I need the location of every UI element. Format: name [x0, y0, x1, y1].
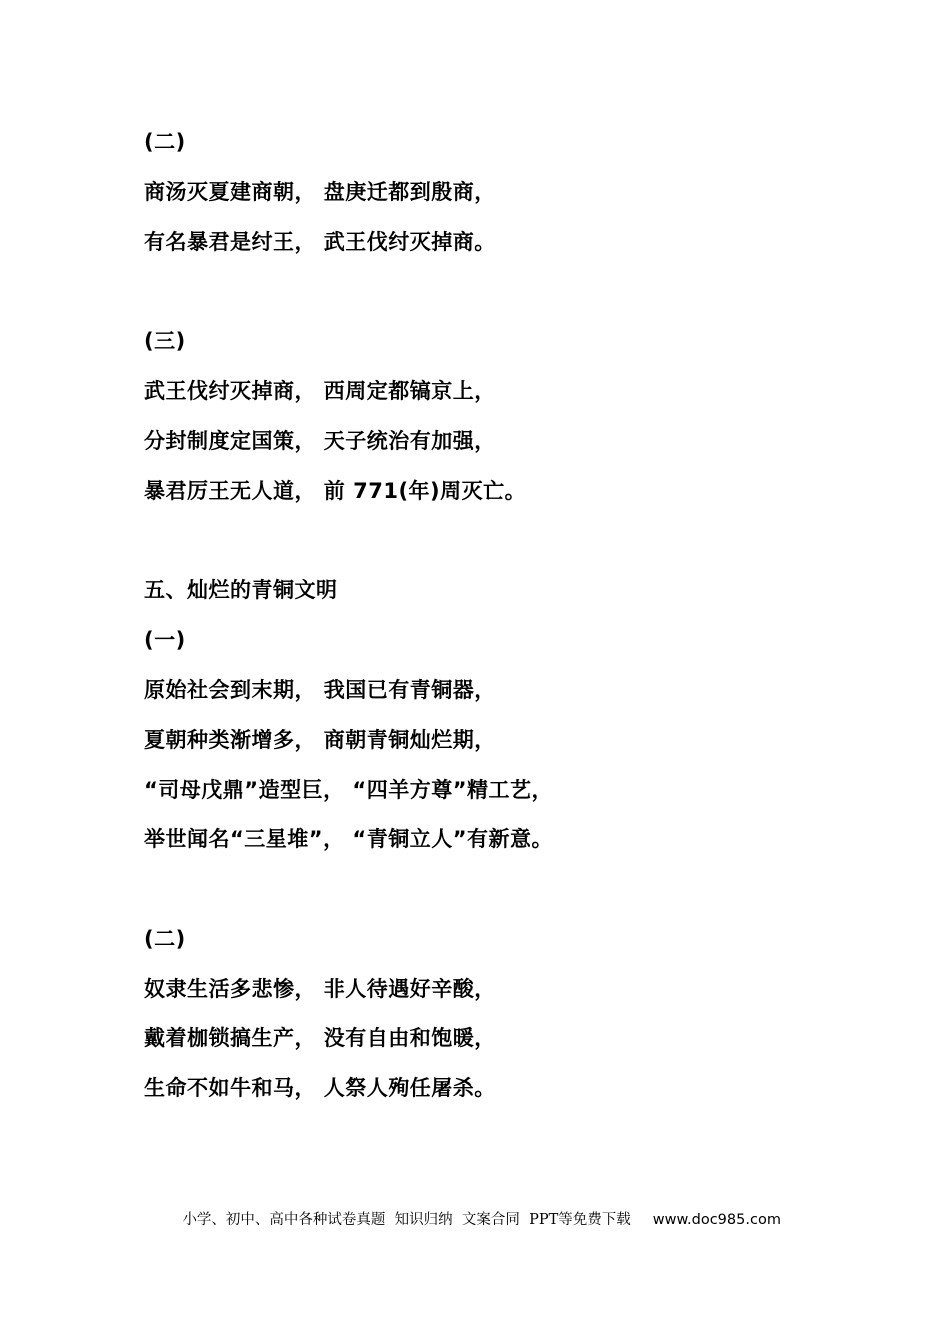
- page-footer: [164, 1190, 781, 1250]
- chapter-title: 五、灿烂的青铜文明: [144, 578, 338, 602]
- verse-line: 生命不如牛和马， 人祭人殉任屠杀。: [144, 1076, 496, 1100]
- verse-line: 戴着枷锁搞生产， 没有自由和饱暖，: [144, 1026, 496, 1050]
- verse-line: 武王伐纣灭掉商， 西周定都镐京上，: [144, 379, 496, 403]
- verse-line: “司母戊鼎”造型巨， “四羊方尊”精工艺，: [144, 778, 554, 802]
- footer-text: 小学、初中、高中各种试卷真题 知识归纳 文案合同 PPT等免费下载: [182, 1212, 631, 1228]
- section-heading: (一): [144, 628, 186, 652]
- footer-url[interactable]: www.doc985.com: [652, 1212, 781, 1228]
- verse-line: 商汤灭夏建商朝， 盘庚迁都到殷商，: [144, 180, 496, 204]
- verse-line: 分封制度定国策， 天子统治有加强，: [144, 429, 496, 453]
- verse-line: 举世闻名“三星堆”， “青铜立人”有新意。: [144, 827, 554, 851]
- section-heading: (二): [144, 927, 186, 951]
- verse-line: 有名暴君是纣王， 武王伐纣灭掉商。: [144, 230, 496, 254]
- verse-line: 夏朝种类渐增多， 商朝青铜灿烂期，: [144, 728, 496, 752]
- verse-line: 原始社会到末期， 我国已有青铜器，: [144, 678, 496, 702]
- section-heading: (三): [144, 329, 186, 353]
- section-heading: (二): [144, 130, 186, 154]
- verse-line: 奴隶生活多悲惨， 非人待遇好辛酸，: [144, 977, 496, 1001]
- verse-line: 暴君厉王无人道， 前 771(年)周灭亡。: [144, 479, 527, 503]
